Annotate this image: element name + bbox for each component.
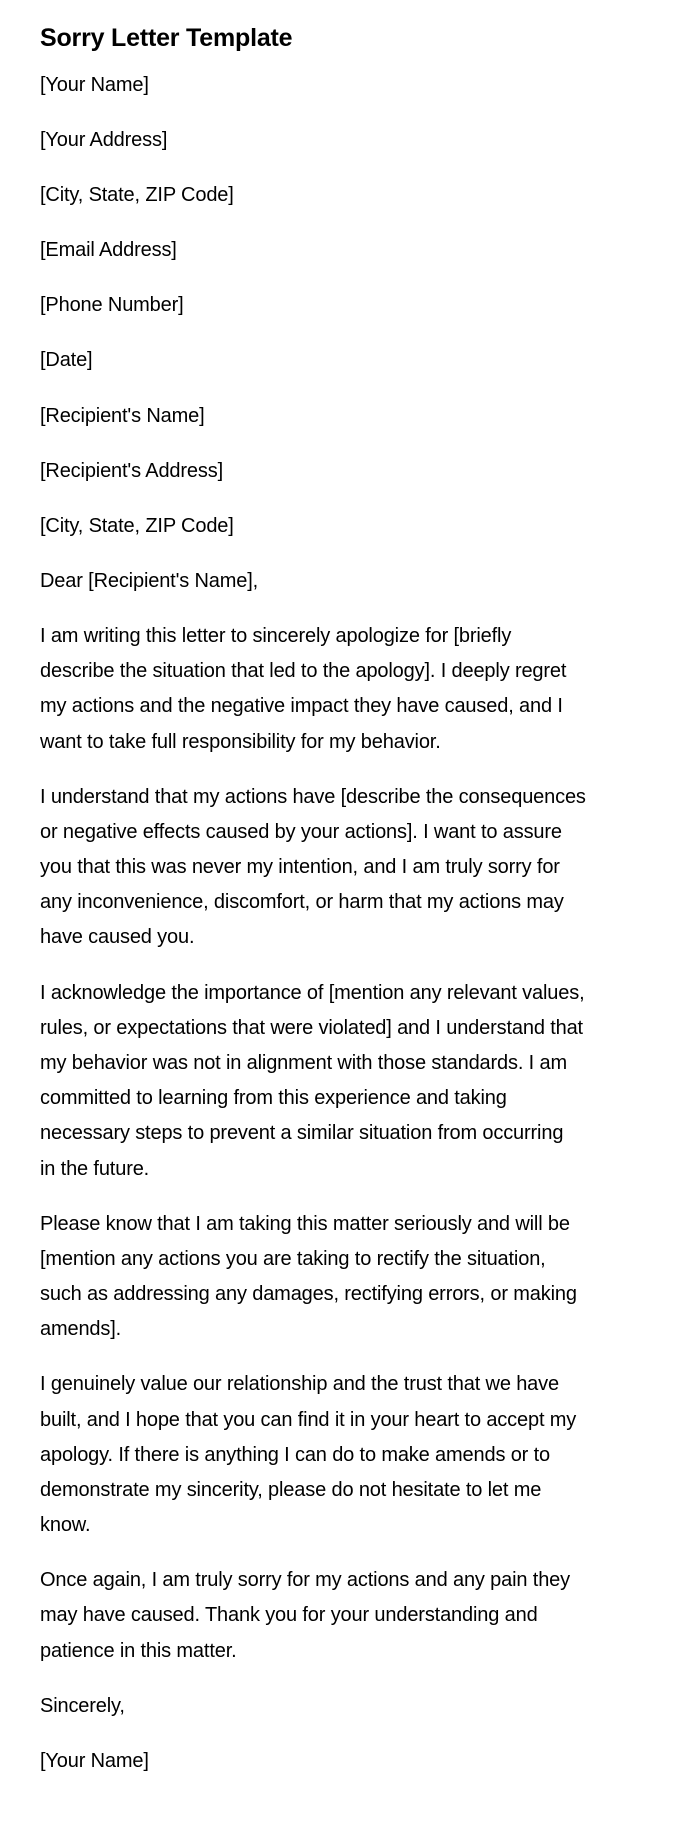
paragraph-line: I understand that my actions have [describe the consequences [40,785,586,808]
recipient-address: [Recipient's Address] [40,459,223,482]
paragraph-line: want to take full responsibility for my behavior. [40,730,441,753]
paragraph-line: my actions and the negative impact they have caused, and I [40,695,563,718]
document-title: Sorry Letter Template [40,24,293,52]
paragraph-line: I genuinely value our relationship and the trust that we have [40,1373,559,1396]
sender-email: [Email Address] [40,239,177,262]
paragraph-line: or negative effects caused by your actions]. I want to assure [40,820,562,843]
paragraph-line: [mention any actions you are taking to rectify the situation, [40,1247,546,1270]
paragraph-line: may have caused. Thank you for your understanding and [40,1604,538,1627]
letter-document [40,23,670,1799]
body-paragraph-relationship [40,1367,670,1543]
paragraph-line: patience in this matter. [40,1639,237,1662]
salutation: Dear [Recipient's Name], [40,569,259,592]
paragraph-line: my behavior was not in alignment with those standards. I am [40,1051,567,1074]
paragraph-line: necessary steps to prevent a similar situation from occurring [40,1122,564,1145]
paragraph-line: Please know that I am taking this matter seriously and will be [40,1212,570,1235]
sender-name: [Your Name] [40,74,149,96]
paragraph-line: any inconvenience, discomfort, or harm that my actions may [40,891,564,914]
paragraph-line: know. [40,1514,91,1537]
paragraph-line: describe the situation that led to the apology]. I deeply regret [40,660,567,683]
paragraph-line: demonstrate my sincerity, please do not hesitate to let me [40,1478,542,1501]
sender-city-state-zip: [City, State, ZIP Code] [40,184,234,207]
paragraph-line: in the future. [40,1157,150,1180]
body-paragraph-actions [40,1207,670,1348]
paragraph-line: rules, or expectations that were violated] and I understand that [40,1016,583,1039]
paragraph-line: committed to learning from this experience and taking [40,1087,507,1110]
paragraph-line: I acknowledge the importance of [mention any relevant values, [40,981,585,1004]
paragraph-line: you that this was never my intention, and I am truly sorry for [40,856,560,879]
paragraph-line: have caused you. [40,926,195,949]
paragraph-line: Once again, I am truly sorry for my actions and any pain they [40,1569,570,1592]
sender-address: [Your Address] [40,129,168,152]
recipient-city-state-zip: [City, State, ZIP Code] [40,514,234,537]
paragraph-line: apology. If there is anything I can do to make amends or to [40,1443,550,1466]
paragraph-line: I am writing this letter to sincerely apologize for [briefly [40,624,512,647]
paragraph-line: amends]. [40,1318,122,1341]
closing: Sincerely, [40,1694,125,1717]
letter-date: [Date] [40,349,93,372]
paragraph-line: built, and I hope that you can find it in your heart to accept my [40,1408,577,1431]
sender-phone: [Phone Number] [40,294,184,317]
body-paragraph-consequences [40,780,670,956]
body-paragraph-apology [40,619,670,760]
paragraph-line: such as addressing any damages, rectifying errors, or making [40,1283,577,1306]
signature-name: [Your Name] [40,1749,149,1772]
body-paragraph-closing-apology [40,1563,670,1669]
body-paragraph-acknowledgement [40,976,670,1187]
recipient-name: [Recipient's Name] [40,404,205,427]
